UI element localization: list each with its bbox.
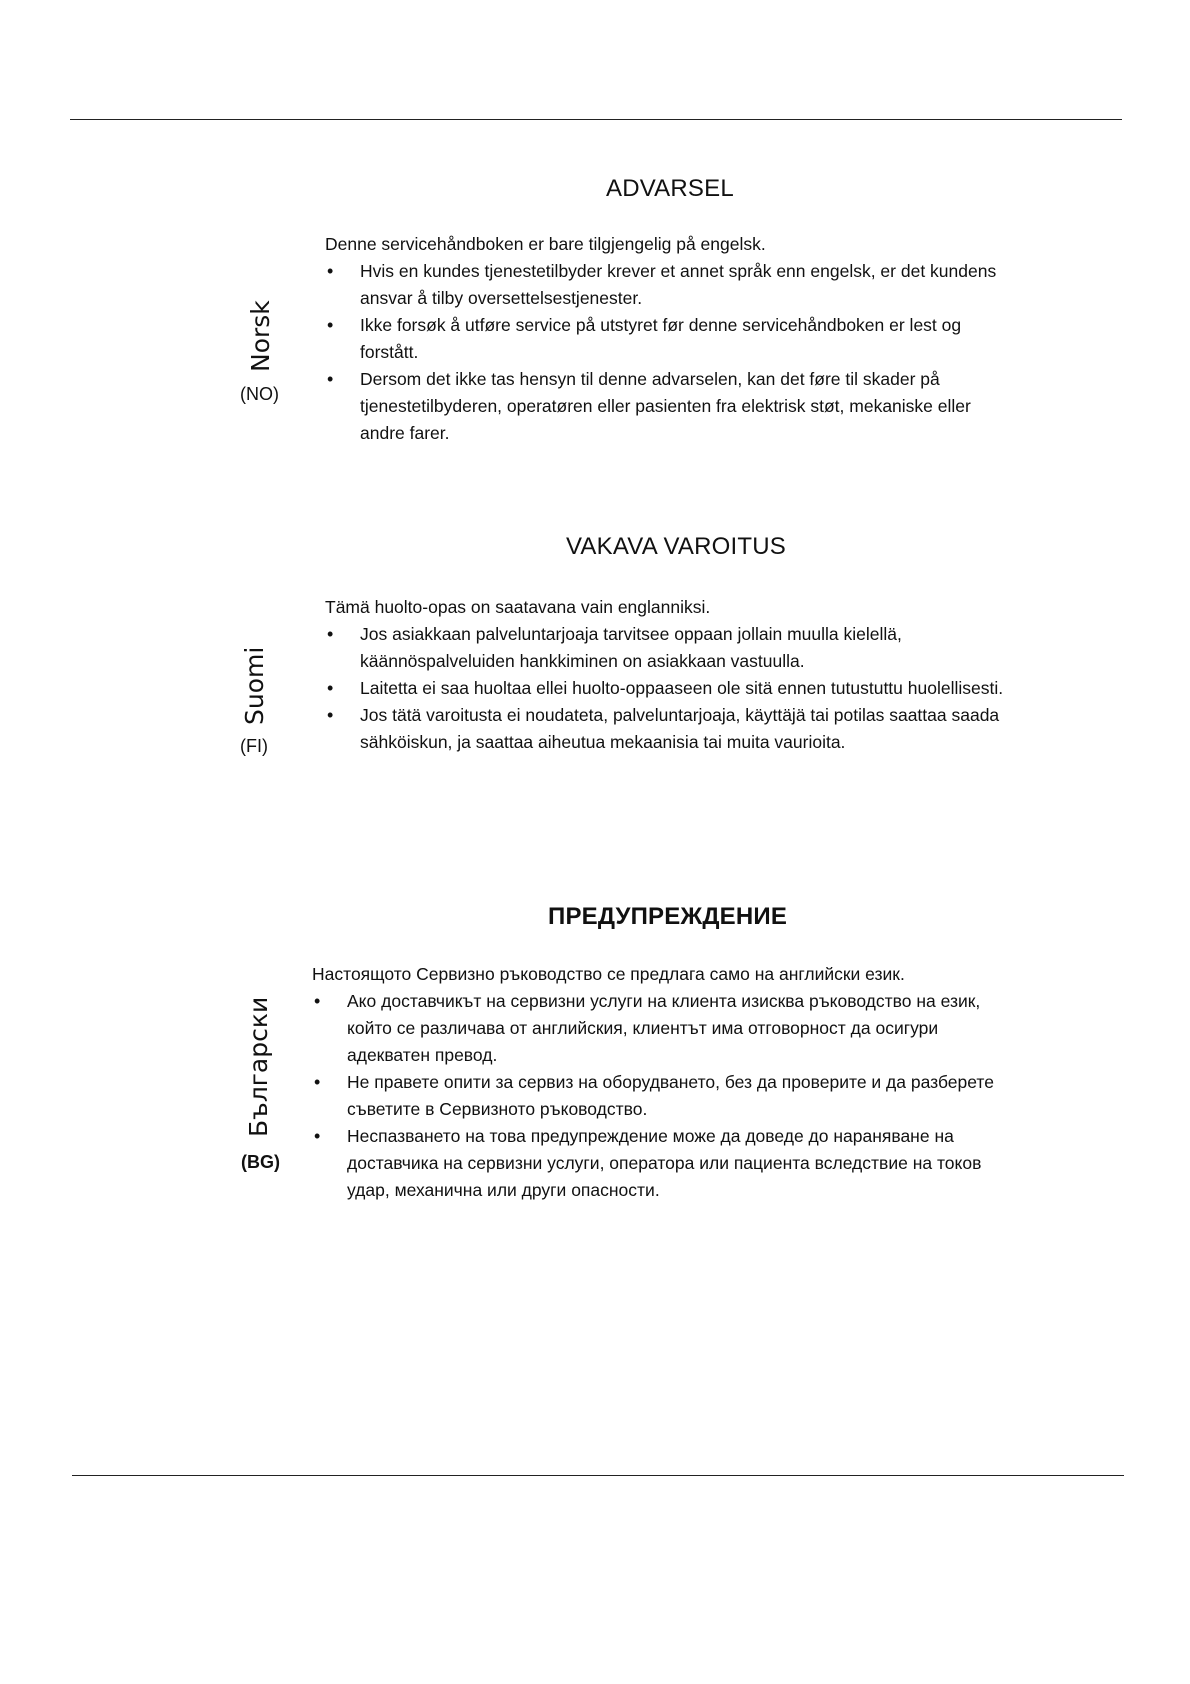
language-code: (BG) — [241, 1152, 280, 1172]
list-item-text: Laitetta ei saa huoltaa ellei huolto-oppaaseen ole sitä ennen tutustuttu huolellisesti. — [360, 678, 1004, 698]
list-item — [325, 675, 1020, 702]
section-heading: ПРЕДУПРЕЖДЕНИЕ — [548, 903, 788, 930]
language-label: Norsk — [246, 300, 275, 372]
bullet-icon: • — [327, 315, 334, 335]
list-item-text: Ако доставчикът на сервизни услуги на клиента изисква ръководство на език, който се различава от английския, клиентът има отговорност да осигури адекватен превод. — [347, 991, 981, 1065]
language-code: (NO) — [240, 384, 279, 404]
intro-sentence: Настоящото Сервизно ръководство се предлага само на английски език. — [312, 964, 905, 984]
bullet-icon: • — [314, 991, 321, 1011]
intro-sentence: Tämä huolto-opas on saatavana vain englanniksi. — [325, 597, 711, 617]
section-heading: ADVARSEL — [606, 175, 734, 202]
bullet-list — [325, 621, 1020, 756]
list-item-text: Jos tätä varoitusta ei noudateta, palveluntarjoaja, käyttäjä tai potilas saattaa saada sähköiskun, ja saattaa aiheutua mekaanisia tai muita vaurioita. — [360, 705, 1000, 752]
list-item — [325, 621, 1020, 675]
bullet-list — [312, 988, 1017, 1204]
section-heading: VAKAVA VAROITUS — [566, 533, 786, 560]
list-item-text: Jos asiakkaan palveluntarjoaja tarvitsee oppaan jollain muulla kielellä, käännöspalveluiden hankkiminen on asiakkaan vastuulla. — [360, 624, 902, 671]
list-item — [325, 312, 1020, 366]
language-label: Български — [244, 996, 273, 1137]
bullet-list — [325, 258, 1020, 447]
list-item — [325, 702, 1020, 756]
bullet-icon: • — [327, 678, 334, 698]
bullet-icon: • — [314, 1126, 321, 1146]
bullet-icon: • — [327, 705, 334, 725]
intro-sentence: Denne servicehåndboken er bare tilgjengelig på engelsk. — [325, 234, 766, 254]
language-code: (FI) — [240, 736, 268, 756]
warning-text — [312, 961, 1017, 1204]
bottom-divider — [72, 1475, 1124, 1476]
list-item-text: Dersom det ikke tas hensyn til denne advarselen, kan det føre til skader på tjenestetilbyderen, operatøren eller pasienten fra elektrisk støt, mekaniske eller andre farer. — [360, 369, 971, 443]
bullet-icon: • — [327, 624, 334, 644]
top-divider — [70, 119, 1122, 120]
warning-text — [325, 594, 1020, 756]
bullet-icon: • — [327, 369, 334, 389]
list-item — [312, 988, 1017, 1069]
list-item-text: Неспазването на това предупреждение може да доведе до нараняване на доставчика на сервизни услуги, оператора или пациента вследствие на токов удар, механична или други опасности. — [347, 1126, 982, 1200]
bullet-icon: • — [314, 1072, 321, 1092]
list-item — [312, 1123, 1017, 1204]
warning-text — [325, 231, 1020, 447]
language-label: Suomi — [240, 646, 269, 725]
bullet-icon: • — [327, 261, 334, 281]
list-item-text: Не правете опити за сервиз на оборудването, без да проверите и да разберете съветите в Сервизното ръководство. — [347, 1072, 994, 1119]
list-item-text: Ikke forsøk å utføre service på utstyret før denne servicehåndboken er lest og forstått. — [360, 315, 962, 362]
list-item-text: Hvis en kundes tjenestetilbyder krever et annet språk enn engelsk, er det kundens ansvar å tilby oversettelsestjenester. — [360, 261, 997, 308]
list-item — [312, 1069, 1017, 1123]
list-item — [325, 258, 1020, 312]
list-item — [325, 366, 1020, 447]
